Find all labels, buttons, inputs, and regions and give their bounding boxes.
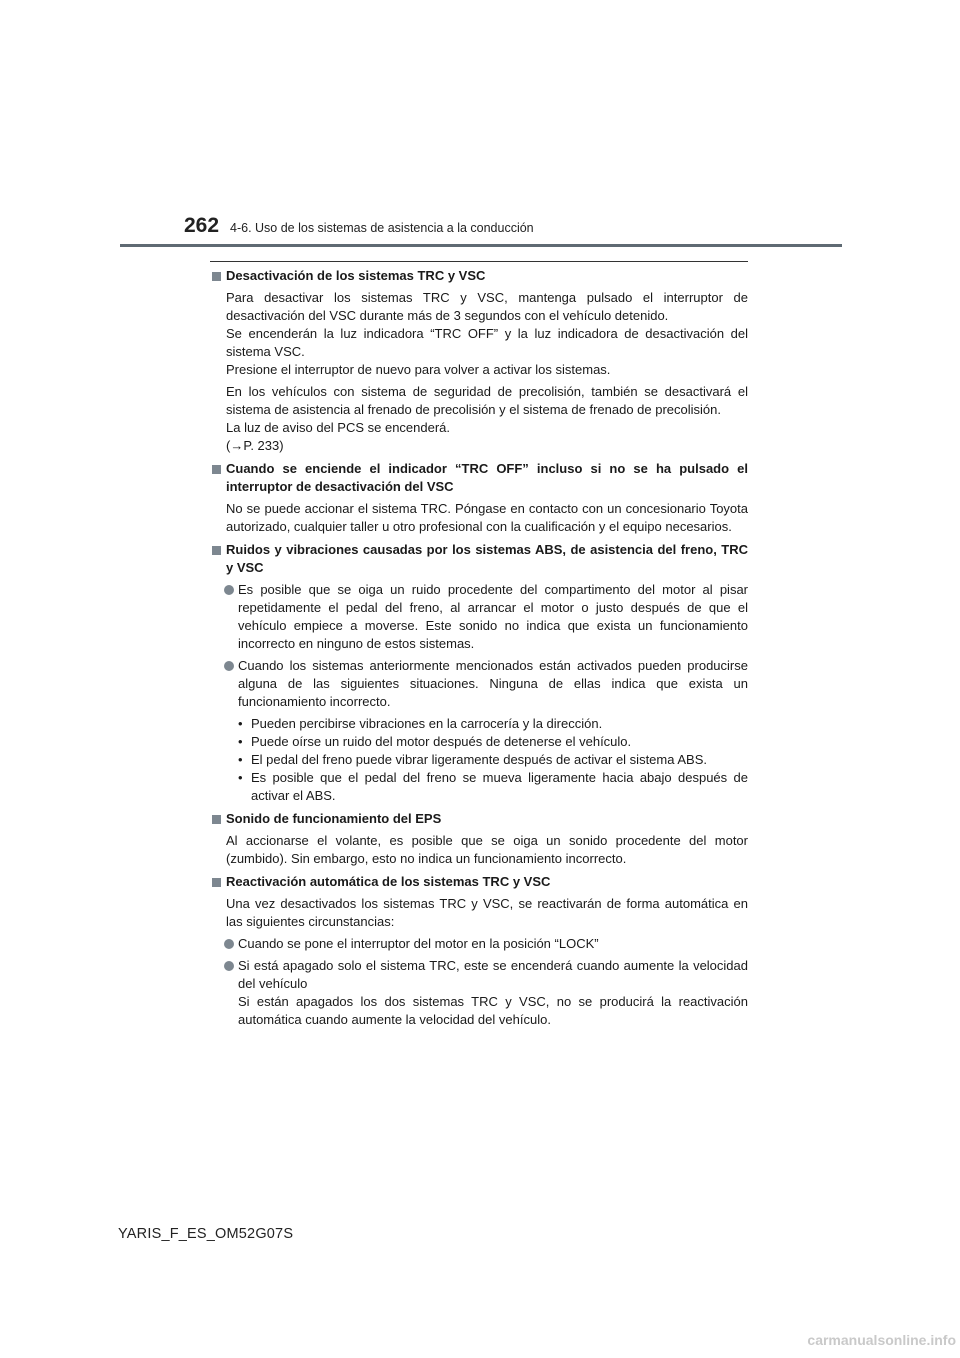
circle-bullet-icon <box>224 661 234 671</box>
section-heading <box>212 267 748 285</box>
bullet-text: Cuando los sistemas anteriormente mencionados están activados pueden producirse alguna de las siguientes situaciones. Ninguna de ellas indica que exista un funcionamiento incorrecto. <box>238 658 748 709</box>
page-content <box>212 265 748 1029</box>
section-heading <box>212 873 748 891</box>
bullet-text: Cuando se pone el interruptor del motor en la posición “LOCK” <box>238 936 599 951</box>
square-bullet-icon <box>212 815 221 824</box>
bullet-item <box>212 957 748 1029</box>
paragraph-line: Presione el interruptor de nuevo para volver a activar los sistemas. <box>226 362 611 377</box>
sub-list-item <box>238 751 748 769</box>
dot-marker-icon: • <box>238 752 243 767</box>
square-bullet-icon <box>212 546 221 555</box>
bullet-text: Si está apagado solo el sistema TRC, este se encenderá cuando aumente la velocidad del vehículo <box>238 958 748 991</box>
section-heading-text: Desactivación de los sistemas TRC y VSC <box>226 268 486 283</box>
square-bullet-icon <box>212 465 221 474</box>
paragraph-line: Al accionarse el volante, es posible que se oiga un sonido procedente del motor (zumbido). Sin embargo, esto no indica un funcionamiento incorrecto. <box>226 833 748 866</box>
paragraph-line: Para desactivar los sistemas TRC y VSC, mantenga pulsado el interruptor de desactivación del VSC durante más de 3 segundos con el vehículo detenido. <box>226 290 748 323</box>
header-rule <box>120 244 842 247</box>
paragraph-line: Una vez desactivados los sistemas TRC y VSC, se reactivarán de forma automática en las siguientes circunstancias: <box>226 896 748 929</box>
dot-marker-icon: • <box>238 734 243 749</box>
circle-bullet-icon <box>224 961 234 971</box>
bullet-item <box>212 657 748 711</box>
paragraph <box>212 832 748 868</box>
section-heading-text: Reactivación automática de los sistemas TRC y VSC <box>226 874 551 889</box>
section-heading <box>212 541 748 577</box>
section-heading-text: Sonido de funcionamiento del EPS <box>226 811 442 826</box>
sub-list-text: Es posible que el pedal del freno se mueva ligeramente hacia abajo después de activar el ABS. <box>251 770 748 803</box>
paragraph-line: En los vehículos con sistema de seguridad de precolisión, también se desactivará el sistema de asistencia al frenado de precolisión y el sistema de frenado de precolisión. <box>226 384 748 417</box>
sub-list-item <box>238 715 748 733</box>
dot-marker-icon: • <box>238 770 243 785</box>
section-heading <box>212 810 748 828</box>
section-title: 4-6. Uso de los sistemas de asistencia a la conducción <box>230 221 534 235</box>
paragraph <box>212 895 748 931</box>
square-bullet-icon <box>212 878 221 887</box>
paragraph-line: Se encenderán la luz indicadora “TRC OFF” y la luz indicadora de desactivación del sistema VSC. <box>226 326 748 359</box>
dot-marker-icon: • <box>238 716 243 731</box>
content-top-rule <box>210 261 748 262</box>
page-reference-link[interactable]: (→P. 233) <box>226 438 284 453</box>
paragraph <box>212 383 748 455</box>
sub-list-item <box>238 733 748 751</box>
bullet-text: Si están apagados los dos sistemas TRC y VSC, no se producirá la reactivación automática cuando aumente la velocidad del vehículo. <box>238 994 748 1027</box>
section-heading-text: Ruidos y vibraciones causadas por los sistemas ABS, de asistencia del freno, TRC y VSC <box>226 542 748 575</box>
watermark: carmanualsonline.info <box>807 1332 956 1348</box>
square-bullet-icon <box>212 272 221 281</box>
paragraph <box>212 500 748 536</box>
sub-list-text: Puede oírse un ruido del motor después de detenerse el vehículo. <box>251 734 632 749</box>
circle-bullet-icon <box>224 939 234 949</box>
bullet-item <box>212 581 748 653</box>
sub-list-item <box>238 769 748 805</box>
paragraph-line: La luz de aviso del PCS se encenderá. <box>226 420 451 435</box>
circle-bullet-icon <box>224 585 234 595</box>
section-heading <box>212 460 748 496</box>
bullet-text: Es posible que se oiga un ruido procedente del compartimento del motor al pisar repetidamente el pedal del freno, al arrancar el motor o justo después de que el vehículo empiece a moverse. Este sonido no indica que exista un funcionamiento incorrecto en ninguno de estos sistemas. <box>238 582 748 651</box>
sub-list-text: Pueden percibirse vibraciones en la carrocería y la dirección. <box>251 716 603 731</box>
sub-list-text: El pedal del freno puede vibrar ligeramente después de activar el sistema ABS. <box>251 752 707 767</box>
document-code: YARIS_F_ES_OM52G07S <box>118 1226 294 1242</box>
paragraph <box>212 289 748 379</box>
bullet-item <box>212 935 748 953</box>
section-heading-text: Cuando se enciende el indicador “TRC OFF” incluso si no se ha pulsado el interruptor de desactivación del VSC <box>226 461 748 494</box>
sub-list <box>212 715 748 805</box>
paragraph-line: No se puede accionar el sistema TRC. Póngase en contacto con un concesionario Toyota autorizado, cualquier taller u otro profesional con la cualificación y el equipo necesarios. <box>226 501 748 534</box>
page-number: 262 <box>184 214 220 237</box>
